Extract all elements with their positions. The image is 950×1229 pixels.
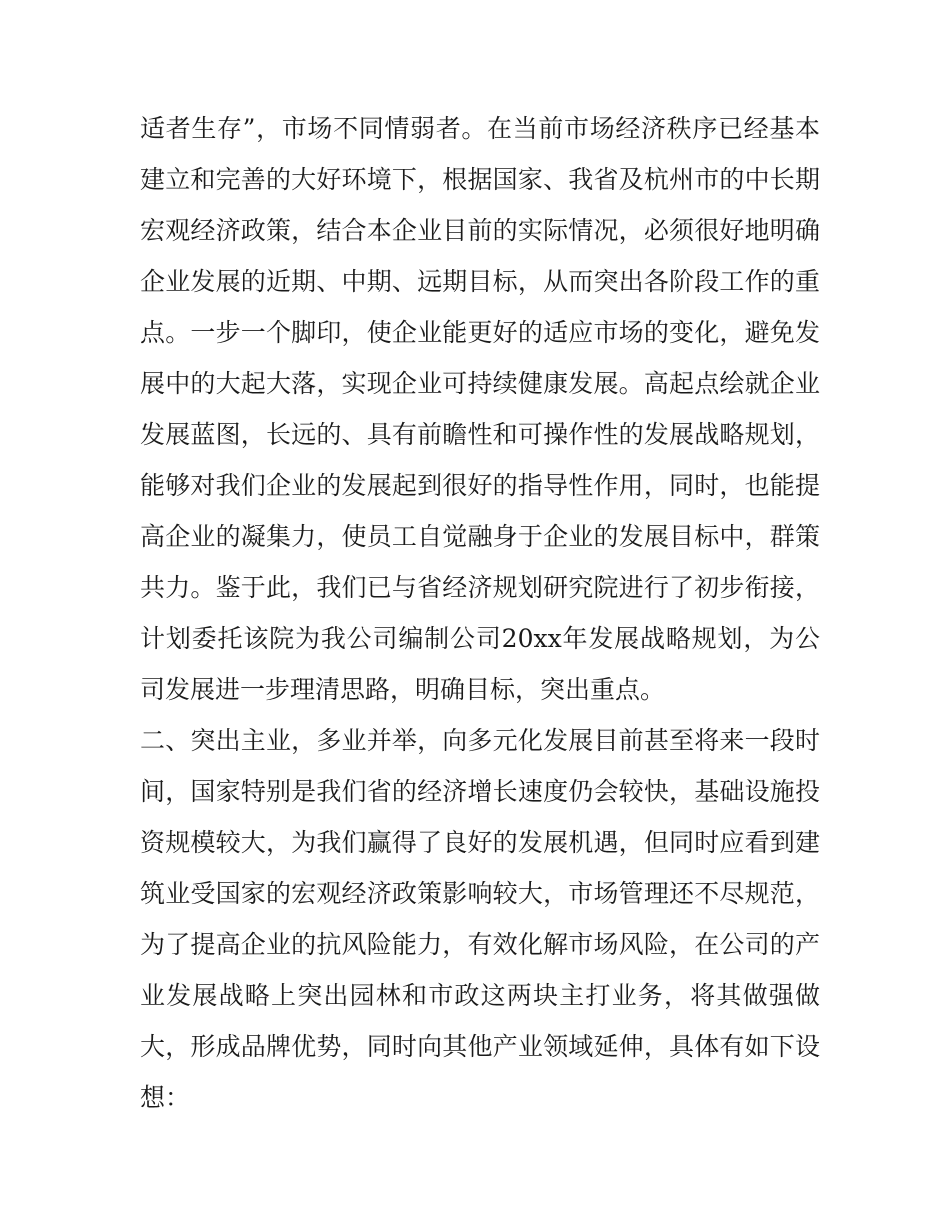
text-line: 大，形成品牌优势，同时向其他产业领域延伸，具体有如下设 [140,1032,820,1061]
text-line: 能够对我们企业的发展起到很好的指导性作用，同时，也能提 [140,471,820,500]
text-line: 业发展战略上突出园林和市政这两块主打业务，将其做强做 [140,981,820,1010]
text-line: 企业发展的近期、中期、远期目标，从而突出各阶段工作的重 [140,267,820,296]
text-line: 发展蓝图，长远的、具有前瞻性和可操作性的发展战略规划， [140,420,820,449]
text-line: 共力。鉴于此，我们已与省经济规划研究院进行了初步衔接， [140,573,820,602]
text-line: 建立和完善的大好环境下，根据国家、我省及杭州市的中长期 [140,165,820,194]
text-line: 资规模较大，为我们赢得了良好的发展机遇，但同时应看到建 [140,828,820,857]
text-line: 间，国家特别是我们省的经济增长速度仍会较快，基础设施投 [140,777,820,806]
paragraph-end-line: 司发展进一步理清思路，明确目标，突出重点。 [140,675,666,704]
text-line: 筑业受国家的宏观经济政策影响较大，市场管理还不尽规范， [140,879,820,908]
text-line: 为了提高企业的抗风险能力，有效化解市场风险，在公司的产 [140,930,820,959]
text-line: 展中的大起大落，实现企业可持续健康发展。高起点绘就企业 [140,369,820,398]
section-heading-line: 二、突出主业，多业并举，向多元化发展目前甚至将来一段时 [140,726,820,755]
text-line: 宏观经济政策，结合本企业目前的实际情况，必须很好地明确 [140,216,820,245]
text-line: 适者生存”，市场不同情弱者。在当前市场经济秩序已经基本 [140,114,820,143]
text-line: 计划委托该院为我公司编制公司20xx年发展战略规划，为公 [140,624,820,653]
text-line: 点。一步一个脚印，使企业能更好的适应市场的变化，避免发 [140,318,820,347]
text-line: 高企业的凝集力，使员工自觉融身于企业的发展目标中，群策 [140,522,820,551]
body-text [140,103,820,1123]
paragraph-end-line: 想： [140,1083,191,1112]
